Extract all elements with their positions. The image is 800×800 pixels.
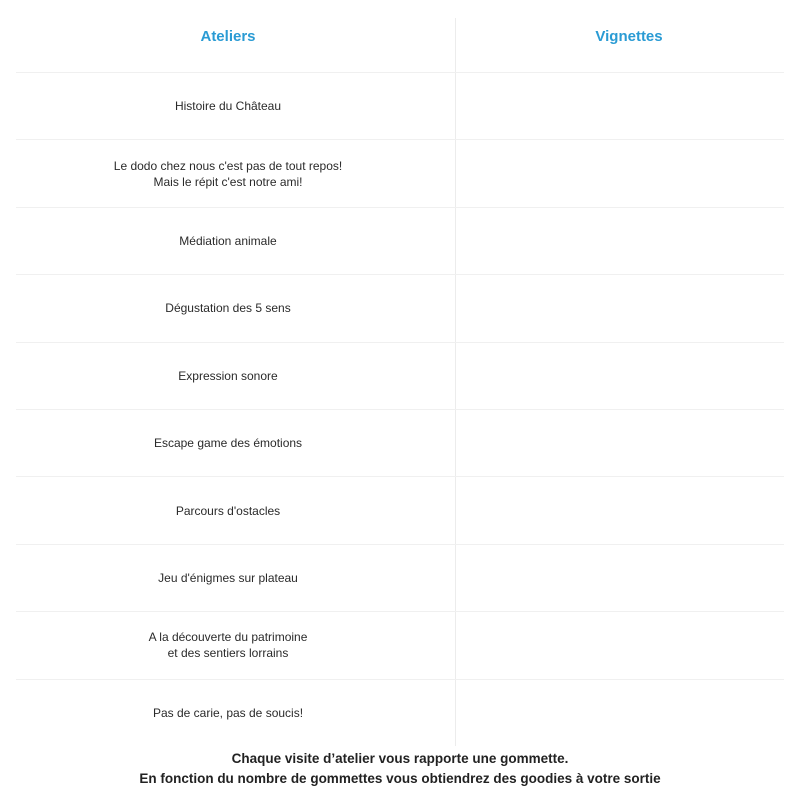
- atelier-label: Parcours d'ostacles: [175, 503, 281, 518]
- table-row: [16, 476, 784, 543]
- vignette-slot: [456, 275, 784, 341]
- header-vignettes: Vignettes: [595, 28, 663, 45]
- atelier-label: Escape game des émotions: [153, 436, 303, 451]
- table-row: [16, 409, 784, 476]
- vignette-slot: [456, 612, 784, 678]
- table-rows: [16, 72, 784, 746]
- atelier-label: Médiation animale: [179, 233, 277, 248]
- vignette-slot: [456, 343, 784, 409]
- vignette-slot: [456, 545, 784, 611]
- table-row: [16, 342, 784, 409]
- atelier-label: Histoire du Château: [174, 99, 282, 114]
- ateliers-table: [16, 14, 784, 742]
- vignette-slot: [456, 73, 784, 139]
- header-ateliers: Ateliers: [200, 28, 256, 45]
- vignette-slot: [456, 477, 784, 543]
- table-row: [16, 611, 784, 678]
- vignette-slot: [456, 410, 784, 476]
- table-row: [16, 544, 784, 611]
- table-row: [16, 274, 784, 341]
- atelier-label: Le dodo chez nous c'est pas de tout repos! Mais le répit c'est notre ami!: [113, 158, 343, 189]
- atelier-label: Pas de carie, pas de soucis!: [152, 705, 304, 720]
- atelier-label: A la découverte du patrimoine et des sentiers lorrains: [148, 630, 308, 661]
- table-row: [16, 72, 784, 139]
- vignette-slot: [456, 208, 784, 274]
- atelier-label: Jeu d'énigmes sur plateau: [158, 570, 298, 585]
- atelier-label: Dégustation des 5 sens: [165, 301, 291, 316]
- atelier-label: Expression sonore: [178, 368, 278, 383]
- table-row: [16, 679, 784, 746]
- table-row: [16, 139, 784, 206]
- vignette-slot: [456, 140, 784, 206]
- footer-note: [0, 749, 800, 789]
- footer-line-2: En fonction du nombre de gommettes vous obtiendrez des goodies à votre sortie: [139, 771, 661, 786]
- footer-line-1: Chaque visite d’atelier vous rapporte une gommette.: [231, 751, 569, 766]
- vignette-slot: [456, 680, 784, 746]
- table-row: [16, 207, 784, 274]
